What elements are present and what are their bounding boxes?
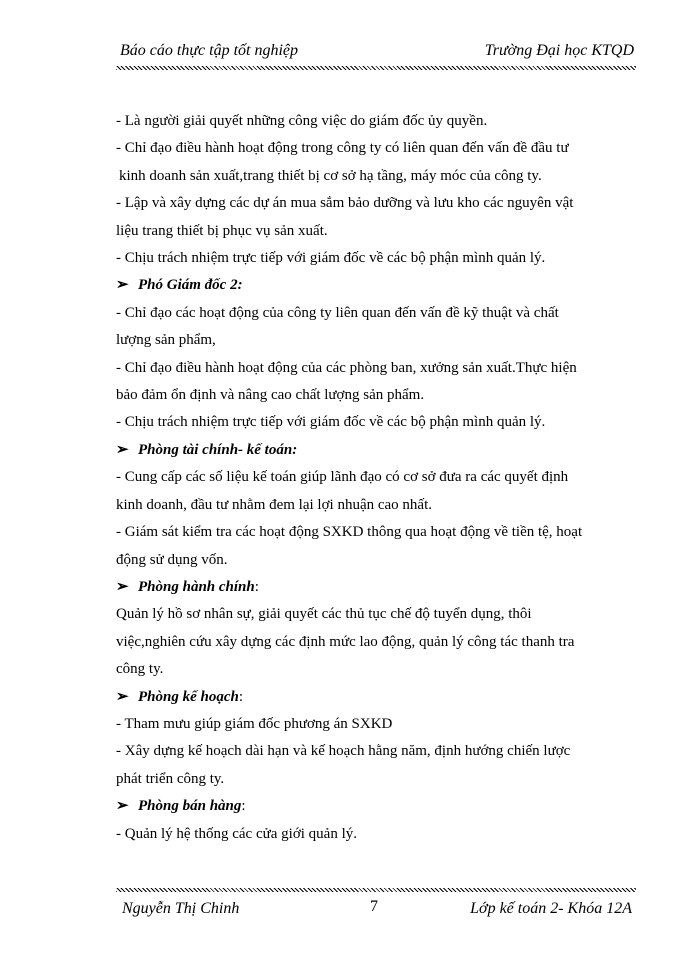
arrow-right-icon: ➢ <box>116 798 129 815</box>
paragraph: - Chỉ đạo điều hành hoạt động của các phòng ban, xưởng sản xuất.Thực hiện <box>116 359 577 376</box>
arrow-right-icon: ➢ <box>116 441 129 458</box>
paragraph: - Chỉ đạo các hoạt động của công ty liên quan đến vấn đề kỹ thuật và chất <box>116 304 559 321</box>
paragraph: phát triển công ty. <box>116 770 225 787</box>
section-heading-administration: ➢ Phòng hành chính: <box>116 574 636 601</box>
header-report-title: Báo cáo thực tập tốt nghiệp <box>120 42 299 59</box>
page-header <box>116 40 634 64</box>
paragraph: liệu trang thiết bị phục vụ sản xuất. <box>116 222 328 239</box>
section-heading-planning: ➢ Phòng kế hoạch: <box>116 684 636 711</box>
paragraph: - Xây dựng kế hoạch dài hạn và kế hoạch hằng năm, định hướng chiến lược <box>116 743 571 760</box>
paragraph: kinh doanh, đầu tư nhằm đem lại lợi nhuận cao nhất. <box>116 496 432 513</box>
page-number: 7 <box>370 898 378 915</box>
footer-author: Nguyễn Thị Chinh <box>122 900 240 917</box>
paragraph: - Lập và xây dựng các dự án mua sắm bảo dưỡng và lưu kho các nguyên vật <box>116 195 574 212</box>
paragraph: lượng sản phẩm, <box>116 332 216 349</box>
paragraph: - Chịu trách nhiệm trực tiếp với giám đốc về các bộ phận mình quản lý. <box>116 414 546 431</box>
section-heading-sales: ➢ Phòng bán hàng: <box>116 793 636 820</box>
page-footer <box>116 898 636 922</box>
arrow-right-icon: ➢ <box>116 277 129 294</box>
paragraph: việc,nghiên cứu xây dựng các định mức lao động, quản lý công tác thanh tra <box>116 633 575 650</box>
document-body <box>116 108 636 848</box>
paragraph: - Chịu trách nhiệm trực tiếp với giám đốc về các bộ phận mình quản lý. <box>116 250 546 267</box>
arrow-right-icon: ➢ <box>116 688 129 705</box>
paragraph: - Tham mưu giúp giám đốc phương án SXKD <box>116 715 393 732</box>
paragraph: - Giám sát kiểm tra các hoạt động SXKD thông qua hoạt động về tiền tệ, hoạt <box>116 524 583 541</box>
paragraph: kinh doanh sản xuất,trang thiết bị cơ sở hạ tầng, máy móc của công ty. <box>119 167 542 184</box>
paragraph: - Là người giải quyết những công việc do giám đốc ủy quyền. <box>116 113 488 129</box>
paragraph: động sử dụng vốn. <box>116 551 228 568</box>
section-heading-finance-accounting: ➢ Phòng tài chính- kế toán: <box>116 437 636 464</box>
footer-rule <box>116 888 636 892</box>
arrow-right-icon: ➢ <box>116 578 129 595</box>
paragraph: - Quản lý hệ thống các cửa giới quản lý. <box>116 825 357 842</box>
paragraph: công ty. <box>116 661 164 678</box>
paragraph: - Cung cấp các số liệu kế toán giúp lãnh đạo có cơ sở đưa ra các quyết định <box>116 469 569 486</box>
paragraph: - Chỉ đạo điều hành hoạt động trong công ty có liên quan đến vấn đề đầu tư <box>116 140 569 157</box>
paragraph: bảo đảm ổn định và nâng cao chất lượng sản phẩm. <box>116 387 425 404</box>
header-rule <box>116 66 636 70</box>
header-university: Trường Đại học KTQD <box>484 42 634 59</box>
paragraph: Quản lý hồ sơ nhân sự, giải quyết các thủ tục chế độ tuyển dụng, thôi <box>116 606 532 623</box>
section-heading-deputy-director-2: ➢ Phó Giám đốc 2: <box>116 272 636 299</box>
footer-class: Lớp kế toán 2- Khóa 12A <box>470 900 632 917</box>
